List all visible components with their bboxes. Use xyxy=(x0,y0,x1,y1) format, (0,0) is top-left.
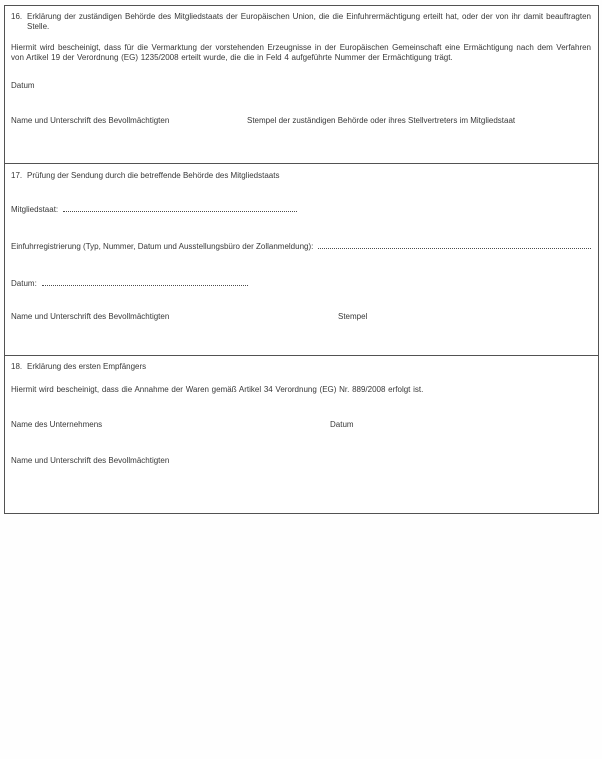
import-registration-dotted-line xyxy=(318,241,591,249)
form-table xyxy=(4,5,599,514)
section-16-datum-label: Datum xyxy=(11,81,35,90)
section-17-datum-label: Datum: xyxy=(11,279,37,288)
company-datum-row xyxy=(11,420,591,430)
section-16-heading-text: Erklärung der zuständigen Behörde des Mitgliedstaats der Europäischen Union, die die Einfuhrermächtigung erteilt hat, oder der von ihr damit beauftragten Stelle. xyxy=(27,12,591,31)
section-16-signature-label: Name und Unterschrift des Bevollmächtigten xyxy=(11,116,170,125)
section-18-number: 18. xyxy=(11,362,23,371)
member-state-label: Mitgliedstaat: xyxy=(11,205,59,214)
member-state-field-row xyxy=(11,204,591,215)
datum-field-row xyxy=(11,278,591,289)
section-16-number: 16. xyxy=(11,12,23,21)
section-18 xyxy=(5,355,598,513)
section-16-heading xyxy=(11,12,591,32)
section-17-signature-label: Name und Unterschrift des Bevollmächtigten xyxy=(11,312,170,321)
section-16-paragraph: Hiermit wird bescheinigt, dass für die Vermarktung der vorstehenden Erzeugnisse in der Europäischen Gemeinschaft eine Ermächtigung nach dem Verfahren von Artikel 19 der Verordnung (EG) 1235/2008 erteilt wurde, die die in Feld 4 aufgeführte Nummer der Ermächtigung trägt. xyxy=(11,43,591,62)
section-17 xyxy=(5,163,598,355)
section-18-paragraph: Hiermit wird bescheinigt, dass die Annahme der Waren gemäß Artikel 34 Verordnung (EG) Nr. 889/2008 erfolgt ist. xyxy=(11,385,424,394)
datum-dotted-line xyxy=(42,278,248,286)
section-18-heading xyxy=(11,362,591,372)
section-17-number: 17. xyxy=(11,171,23,180)
section-17-stamp-label: Stempel xyxy=(338,312,368,321)
section-16-signature-row xyxy=(11,116,591,126)
import-registration-field-row xyxy=(11,241,591,252)
section-18-heading-text: Erklärung des ersten Empfängers xyxy=(27,362,147,371)
section-18-datum-label: Datum xyxy=(330,420,354,429)
section-16 xyxy=(5,6,598,163)
member-state-dotted-line xyxy=(63,204,297,212)
section-16-stamp-label: Stempel der zuständigen Behörde oder ihres Stellvertreters im Mitgliedstaat xyxy=(247,116,516,125)
section-17-heading-text: Prüfung der Sendung durch die betreffende Behörde des Mitgliedstaats xyxy=(27,171,280,180)
import-registration-label: Einfuhrregistrierung (Typ, Nummer, Datum und Ausstellungsbüro der Zollanmeldung): xyxy=(11,242,314,251)
section-18-signature-label: Name und Unterschrift des Bevollmächtigten xyxy=(11,456,170,465)
section-17-heading xyxy=(11,171,591,181)
section-17-signature-row xyxy=(11,312,591,322)
company-name-label: Name des Unternehmens xyxy=(11,420,103,429)
